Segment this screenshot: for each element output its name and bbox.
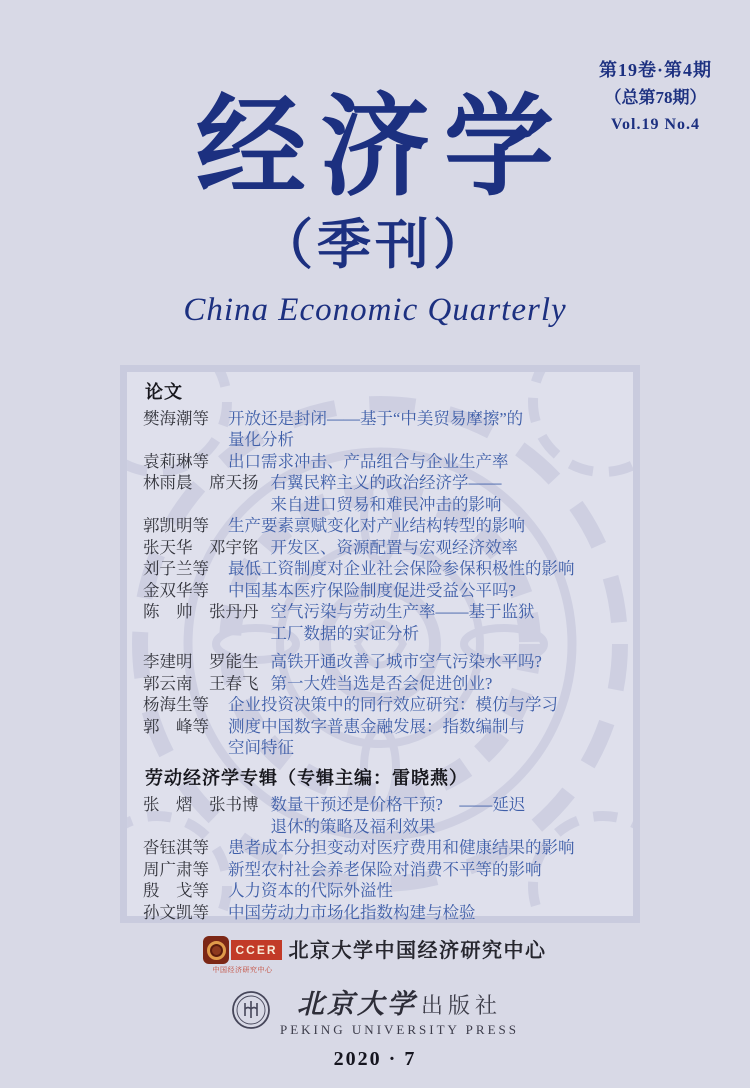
toc-row <box>143 859 625 881</box>
journal-title-en: China Economic Quarterly <box>183 292 567 328</box>
article-title-line: 患者成本分担变动对医疗费用和健康结果的影响 <box>228 838 575 857</box>
article-authors: 金双华等 <box>143 580 209 600</box>
article-title-line: 空气污染与劳动生产率——基于监狱 <box>270 602 535 621</box>
article-authors: 沓钰淇等 <box>143 838 209 857</box>
article-title <box>228 558 575 580</box>
ccer-logo-graphics <box>203 936 281 964</box>
article-authors: 杨海生等 <box>143 695 209 714</box>
article-title-line: 测度中国数字普惠金融发展：指数编制与 <box>228 716 525 736</box>
article-title-line: 右翼民粹主义的政治经济学—— <box>270 473 502 492</box>
toc-row <box>143 451 625 473</box>
ccer-caption: 中国经济研究中心 <box>212 966 273 974</box>
masthead <box>0 82 750 329</box>
toc-content <box>127 372 633 923</box>
article-title <box>228 451 509 473</box>
press-cn-line <box>297 982 502 1021</box>
article-title-line: 第一大姓当选是否会促进创业? <box>270 673 493 693</box>
toc-row <box>143 716 625 759</box>
article-authors: 郭 峰等 <box>143 716 209 736</box>
journal-title-cn: 经济学 <box>196 87 568 209</box>
toc-row <box>143 694 625 716</box>
ccer-logo-icon <box>203 936 281 975</box>
pku-seal-icon <box>231 990 271 1030</box>
toc-row <box>143 651 625 673</box>
article-title <box>228 859 542 881</box>
article-authors: 殷 戈等 <box>143 881 209 900</box>
article-title-line: 退休的策略及福利效果 <box>270 816 436 836</box>
article-authors: 陈 帅 张丹丹 <box>143 602 259 621</box>
toc-row <box>143 673 625 695</box>
article-authors: 樊海潮等 <box>143 408 209 428</box>
article-title <box>228 580 516 602</box>
toc-row <box>143 558 625 580</box>
ccer-seal-icon <box>203 936 229 964</box>
toc-row <box>143 794 625 837</box>
section-heading-papers: 论文 <box>145 382 183 402</box>
article-title-line: 数量干预还是价格干预? ——延迟 <box>270 795 526 814</box>
article-title <box>271 673 493 695</box>
article-title <box>228 408 523 451</box>
toc-row <box>143 515 625 537</box>
press-name-cn: 北京大学 <box>296 989 417 1019</box>
article-authors: 郭云南 王春飞 <box>143 673 259 693</box>
article-authors: 袁莉琳等 <box>143 451 209 471</box>
article-authors: 李建明 罗能生 <box>143 652 259 671</box>
article-authors: 刘子兰等 <box>143 559 209 578</box>
article-authors: 林雨晨 席天扬 <box>143 473 259 492</box>
ccer-wordmark: CCER <box>231 940 281 960</box>
article-title-line: 新型农村社会养老保险对消费不平等的影响 <box>228 859 542 879</box>
article-title <box>271 601 535 644</box>
article-title <box>228 515 525 537</box>
article-title-line: 量化分析 <box>228 430 294 449</box>
press-text <box>280 982 519 1038</box>
article-title <box>228 716 525 759</box>
toc-row <box>143 408 625 451</box>
article-title-line: 中国劳动力市场化指数构建与检验 <box>228 902 476 922</box>
article-title-line: 企业投资决策中的同行效应研究：模仿与学习 <box>228 695 558 714</box>
article-title-line: 高铁开通改善了城市空气污染水平吗? <box>270 652 542 671</box>
research-center-name: 北京大学中国经济研究中心 <box>288 940 547 962</box>
special-articles-list <box>143 794 625 923</box>
articles-list <box>143 408 625 759</box>
article-title <box>271 651 542 673</box>
toc-row <box>143 902 625 924</box>
article-title-line: 出口需求冲击、产品组合与企业生产率 <box>228 451 509 471</box>
toc-row <box>143 837 625 859</box>
article-title <box>228 837 575 859</box>
article-title <box>228 694 558 716</box>
journal-title-sub: （季刊） <box>259 215 491 275</box>
issue-vol-en: Vol.19 No.4 <box>610 116 701 133</box>
publication-date: 2020 · 7 <box>333 1048 417 1070</box>
article-title-line: 工厂数据的实证分析 <box>270 623 419 643</box>
article-title-line: 来自进口贸易和难民冲击的影响 <box>270 494 502 514</box>
article-title <box>228 902 476 924</box>
section-heading-special: 劳动经济学专辑（专辑主编：雷晓燕） <box>145 767 468 788</box>
article-title-line: 空间特征 <box>228 738 294 757</box>
research-center-line <box>203 936 546 975</box>
toc-row <box>143 580 625 602</box>
article-title-line: 最低工资制度对企业社会保险参保积极性的影响 <box>228 559 575 578</box>
issue-total-number: （总第78期） <box>604 88 707 107</box>
article-authors: 张 熠 张书博 <box>143 795 259 814</box>
ccer-ring-icon <box>207 941 226 960</box>
article-authors: 周广肃等 <box>143 859 209 879</box>
press-name-cn2: 出版社 <box>420 993 502 1018</box>
article-title <box>271 537 519 559</box>
toc-box <box>120 365 640 923</box>
article-title-line: 开放还是封闭——基于“中美贸易摩擦”的 <box>228 408 524 428</box>
article-title <box>271 472 502 515</box>
issue-volume-number: 第19卷·第4期 <box>598 60 712 80</box>
article-authors: 张天华 邓宇铭 <box>143 537 259 557</box>
article-authors: 孙文凯等 <box>143 902 209 922</box>
article-title <box>228 880 393 902</box>
article-title-line: 开发区、资源配置与宏观经济效率 <box>270 537 518 557</box>
press-name-en: PEKING UNIVERSITY PRESS <box>280 1022 519 1037</box>
article-authors: 郭凯明等 <box>143 516 209 535</box>
toc-row <box>143 601 625 644</box>
toc-row <box>143 472 625 515</box>
article-title-line: 人力资本的代际外溢性 <box>228 881 393 900</box>
press-line <box>231 982 519 1038</box>
article-title-line: 生产要素禀赋变化对产业结构转型的影响 <box>228 516 525 535</box>
toc-row <box>143 537 625 559</box>
footer <box>0 936 750 1071</box>
toc-row <box>143 880 625 902</box>
article-title <box>271 794 526 837</box>
article-title-line: 中国基本医疗保险制度促进受益公平吗? <box>228 580 516 600</box>
